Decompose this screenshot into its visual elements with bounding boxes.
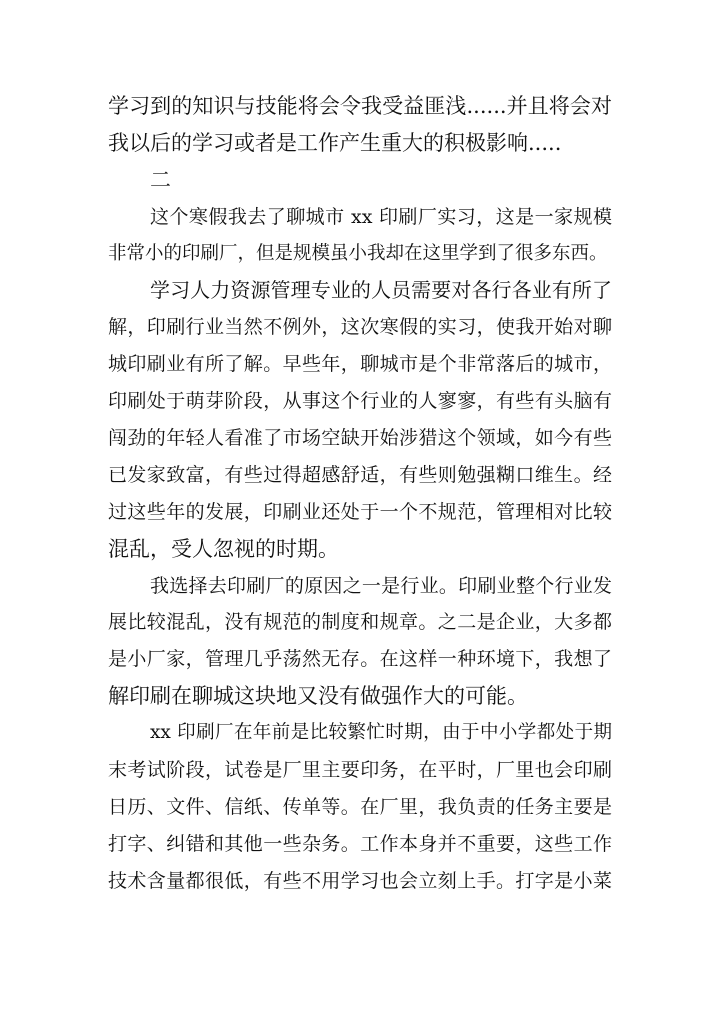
- text-line: 过这些年的发展，印刷业还处于一个不规范，管理相对比较: [108, 500, 612, 523]
- text-line: 已发家致富，有些过得超感舒适，有些则勉强糊口维生。经: [108, 463, 612, 486]
- text-line: xx 印刷厂在年前是比较繁忙时期，由于中小学都处于期: [150, 722, 612, 744]
- text-line: 这个寒假我去了聊城市 xx 印刷厂实习，这是一家规模: [150, 205, 612, 228]
- text-line: 末考试阶段，试卷是厂里主要印务，在平时，厂里也会印刷: [108, 759, 612, 782]
- text-line: 日历、文件、信纸、传单等。在厂里，我负责的任务主要是: [108, 795, 612, 818]
- text-line: 打字、纠错和其他一些杂务。工作本身并不重要，这些工作: [108, 832, 612, 855]
- text-line: 学习到的知识与技能将会令我受益匪浅......并且将会对: [108, 94, 612, 118]
- text-line: 闯劲的年轻人看准了市场空缺开始涉猎这个领域，如今有些: [108, 427, 612, 450]
- text-line: 混乱，受人忽视的时期。: [108, 536, 339, 561]
- text-line: 解印刷在聊城这块地又没有做强作大的可能。: [108, 684, 528, 709]
- text-line: 非常小的印刷厂，但是规模虽小我却在这里学到了很多东西。: [108, 242, 608, 264]
- text-line: 我选择去印刷厂的原因之一是行业。印刷业整个行业发: [150, 574, 612, 597]
- text-line: 印刷处于萌芽阶段，从事这个行业的人寥寥，有些有头脑有: [108, 390, 612, 413]
- text-line: 解，印刷行业当然不例外，这次寒假的实习，使我开始对聊: [108, 316, 612, 339]
- text-line: 城印刷业有所了解。早些年，聊城市是个非常落后的城市，: [108, 353, 612, 376]
- text-line: 我以后的学习或者是工作产生重大的积极影响.....: [108, 130, 562, 155]
- text-line: 学习人力资源管理专业的人员需要对各行各业有所了: [150, 278, 612, 303]
- text-line: 展比较混乱，没有规范的制度和规章。之二是企业，大多都: [108, 611, 612, 634]
- text-line: 二: [150, 167, 171, 192]
- document-body: [108, 88, 612, 900]
- text-line: 是小厂家，管理几乎荡然无存。在这样一种环境下，我想了: [108, 648, 612, 671]
- text-line: 技术含量都很低，有些不用学习也会立刻上手。打字是小菜: [108, 869, 612, 892]
